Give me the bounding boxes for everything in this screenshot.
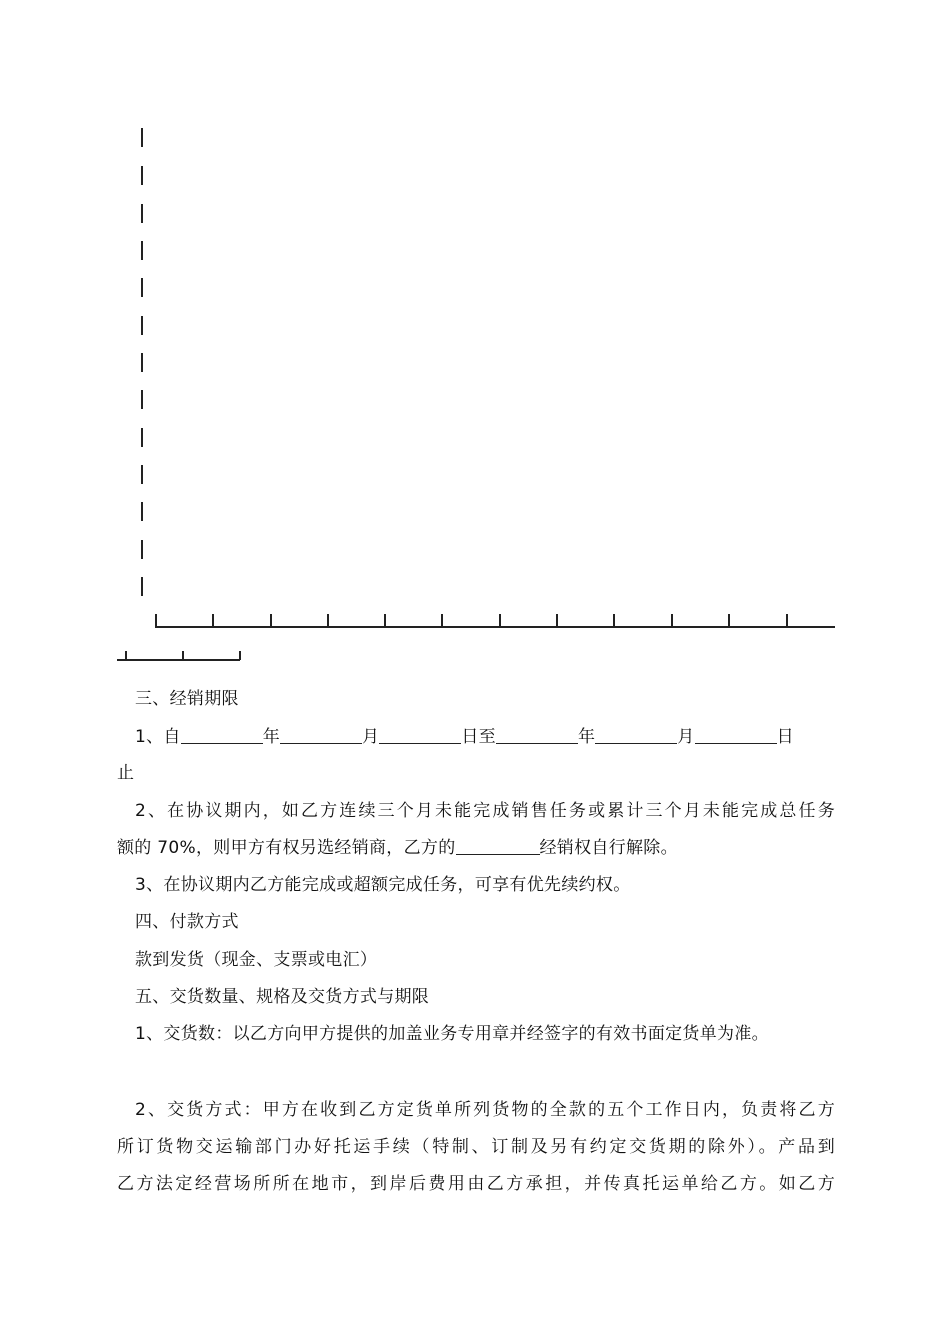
end-day-blank: [695, 727, 777, 744]
section-5-heading: 五、交货数量、规格及交货方式与期限: [135, 987, 430, 1007]
table-tick: [671, 614, 673, 626]
term-dates-line: [135, 725, 835, 749]
start-month-blank: [280, 727, 362, 744]
table-border-segment: [141, 166, 143, 185]
month-label: 月: [362, 727, 380, 747]
table-border-segment: [141, 204, 143, 223]
section-5-item-2-line-3: 乙方法定经营场所所在地市，到岸后费用由乙方承担，并传真托运单给乙方。如乙方: [117, 1174, 835, 1194]
table-tick: [270, 614, 272, 626]
table-border-segment: [141, 316, 143, 335]
section-3-heading: 三、经销期限: [135, 689, 239, 709]
section-4-text: 款到发货（现金、支票或电汇）: [135, 950, 378, 970]
section-4-heading: 四、付款方式: [135, 912, 239, 932]
table-tick: [125, 651, 127, 660]
table-tick: [239, 651, 241, 660]
item-2-text-b: 经销权自行解除。: [539, 838, 678, 858]
table-border-segment: [141, 577, 143, 596]
table-tick: [613, 614, 615, 626]
end-year-blank: [496, 727, 578, 744]
table-border-segment: [141, 540, 143, 559]
table-border-segment: [141, 465, 143, 484]
table-border-segment: [141, 353, 143, 372]
section-5-item-1: 1、交货数：以乙方向甲方提供的加盖业务专用章并经签字的有效书面定货单为准。: [135, 1024, 769, 1044]
table-tick: [728, 614, 730, 626]
end-month-blank: [595, 727, 677, 744]
start-year-blank: [181, 727, 263, 744]
table-bottom-line-wrap: [117, 659, 240, 661]
item-2-text-a: 额的 70%，则甲方有权另选经销商，乙方的: [117, 838, 456, 858]
section-3-item-2-line-1: 2、在协议期内，如乙方连续三个月未能完成销售任务或累计三个月未能完成总任务: [135, 801, 835, 821]
term-from-label: 1、自: [135, 727, 181, 747]
table-tick: [786, 614, 788, 626]
term-end-label: 止: [117, 763, 135, 783]
table-tick: [384, 614, 386, 626]
table-border-segment: [141, 241, 143, 260]
table-tick: [182, 651, 184, 660]
table-tick: [556, 614, 558, 626]
section-3-item-3: 3、在协议期内乙方能完成或超额完成任务，可享有优先续约权。: [135, 875, 631, 895]
month-label: 月: [677, 727, 695, 747]
table-border-segment: [141, 128, 143, 147]
table-tick: [212, 614, 214, 626]
table-tick: [441, 614, 443, 626]
table-border-segment: [141, 390, 143, 409]
table-border-segment: [141, 278, 143, 297]
section-5-item-2-line-1: 2、交货方式：甲方在收到乙方定货单所列货物的全款的五个工作日内，负责将乙方: [135, 1100, 835, 1120]
table-border-segment: [141, 428, 143, 447]
table-bottom-line: [155, 626, 835, 628]
dealer-scope-blank: [456, 838, 540, 855]
table-tick: [327, 614, 329, 626]
table-tick: [499, 614, 501, 626]
year-label: 年: [577, 727, 596, 747]
section-3-item-2-line-2: [117, 836, 835, 860]
day-label: 日: [776, 727, 794, 747]
year-label: 年: [262, 727, 281, 747]
section-5-item-2-line-2: 所订货物交运输部门办好托运手续（特制、订制及另有约定交货期的除外）。产品到: [117, 1137, 835, 1157]
day-to-label: 日至: [461, 727, 496, 747]
table-corner: [155, 614, 157, 627]
table-border-segment: [141, 502, 143, 521]
start-day-blank: [379, 727, 461, 744]
